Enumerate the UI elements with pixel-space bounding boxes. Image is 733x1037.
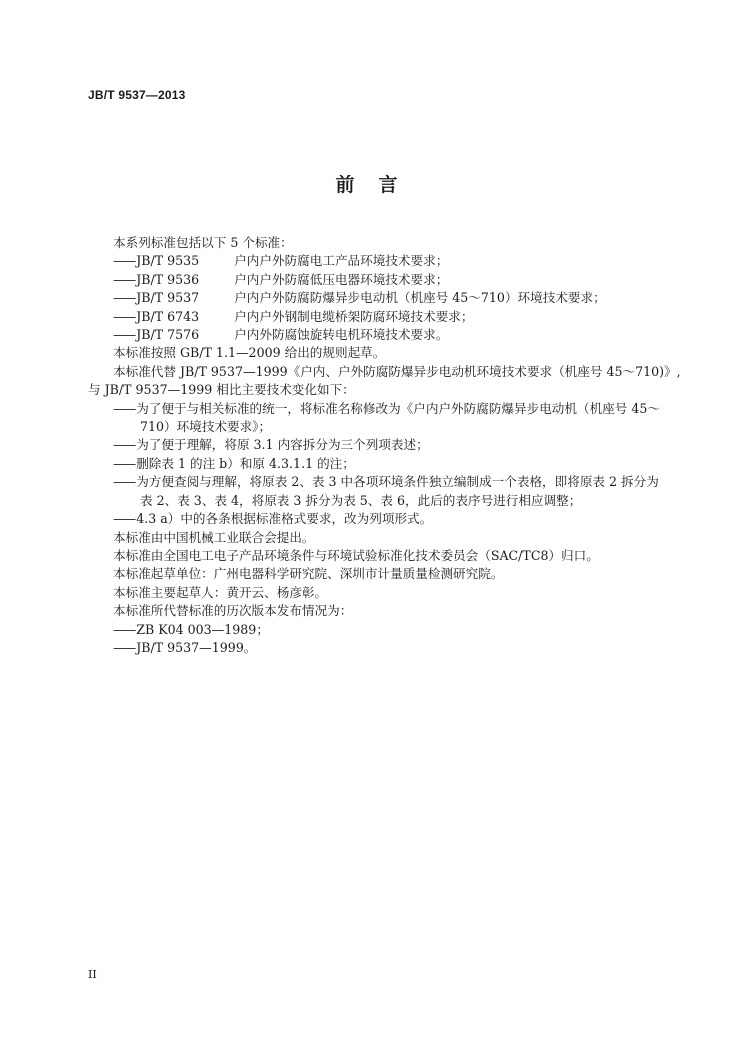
standard-number: JB/T 9537—2013 xyxy=(88,88,186,102)
series-name: 户内户外防腐电工产品环境技术要求； xyxy=(234,253,449,269)
change-item: —— 为方便查阅与理解，将原表 2、表 3 中各项环境条件独立编制成一个表格，即将原表 2 拆分为 xyxy=(88,473,668,491)
page-number: II xyxy=(88,968,97,981)
change-item-cont: 表 2、表 3、表 4，将原表 3 拆分为表 5、表 6，此后的表序号进行相应调整； xyxy=(140,492,582,508)
change-item: —— 为了便于与相关标准的统一，将标准名称修改为《户内户外防腐防爆异步电动机（机座号 45～ xyxy=(88,400,668,418)
history-intro: 本标准所代替标准的历次版本发布情况为： xyxy=(113,603,353,619)
page-title: 前言 xyxy=(335,174,422,196)
history-item: —— JB/T 9537—1999。 xyxy=(88,639,668,657)
series-name: 户内户外防腐低压电器环境技术要求； xyxy=(234,271,449,287)
change-item: —— 删除表 1 的注 b）和原 4.3.1.1 的注； xyxy=(88,455,668,473)
drafting-units: 本标准起草单位：广州电器科学研究院、深圳市计量质量检测研究院。 xyxy=(113,566,504,582)
replacement-statement: 本标准代替 JB/T 9537—1999《户内、户外防腐防爆异步电动机环境技术要求（机座号 45～710)》, xyxy=(113,363,681,379)
series-item xyxy=(88,308,668,326)
series-code: JB/T 9535 xyxy=(136,253,200,269)
series-item xyxy=(88,271,668,289)
series-code: JB/T 9537 xyxy=(136,290,200,306)
replacement-statement-cont: 与 JB/T 9537—1999 相比主要技术变化如下： xyxy=(88,382,355,398)
series-item xyxy=(88,326,668,344)
series-code: JB/T 6743 xyxy=(136,308,200,324)
proposed-by: 本标准由中国机械工业联合会提出。 xyxy=(113,529,315,545)
document-body xyxy=(88,234,681,657)
change-item: —— 为了便于理解，将原 3.1 内容拆分为三个列项表述； xyxy=(88,436,668,454)
series-code: JB/T 7576 xyxy=(136,327,200,343)
history-item: —— ZB K04 003—1989； xyxy=(88,621,668,639)
change-item-cont: 710）环境技术要求》； xyxy=(140,419,272,435)
series-name: 户内外防腐蚀旋转电机环境技术要求。 xyxy=(234,327,449,343)
series-intro: 本系列标准包括以下 5 个标准： xyxy=(113,235,293,250)
drafting-rule: 本标准按照 GB/T 1.1—2009 给出的规则起草。 xyxy=(113,345,386,361)
drafters: 本标准主要起草人：黄开云、杨彦彰。 xyxy=(113,584,328,600)
series-item xyxy=(88,252,668,270)
centralized-by: 本标准由全国电工电子产品环境条件与环境试验标准化技术委员会（SAC/TC8）归口。 xyxy=(113,547,599,563)
series-name: 户内户外防腐防爆异步电动机（机座号 45～710）环境技术要求； xyxy=(234,290,606,306)
series-name: 户内户外钢制电缆桥架防腐环境技术要求； xyxy=(234,308,474,324)
series-item xyxy=(88,289,668,307)
series-code: JB/T 9536 xyxy=(136,271,200,287)
change-item: —— 4.3 a）中的各条根据标准格式要求，改为列项形式。 xyxy=(88,510,668,528)
